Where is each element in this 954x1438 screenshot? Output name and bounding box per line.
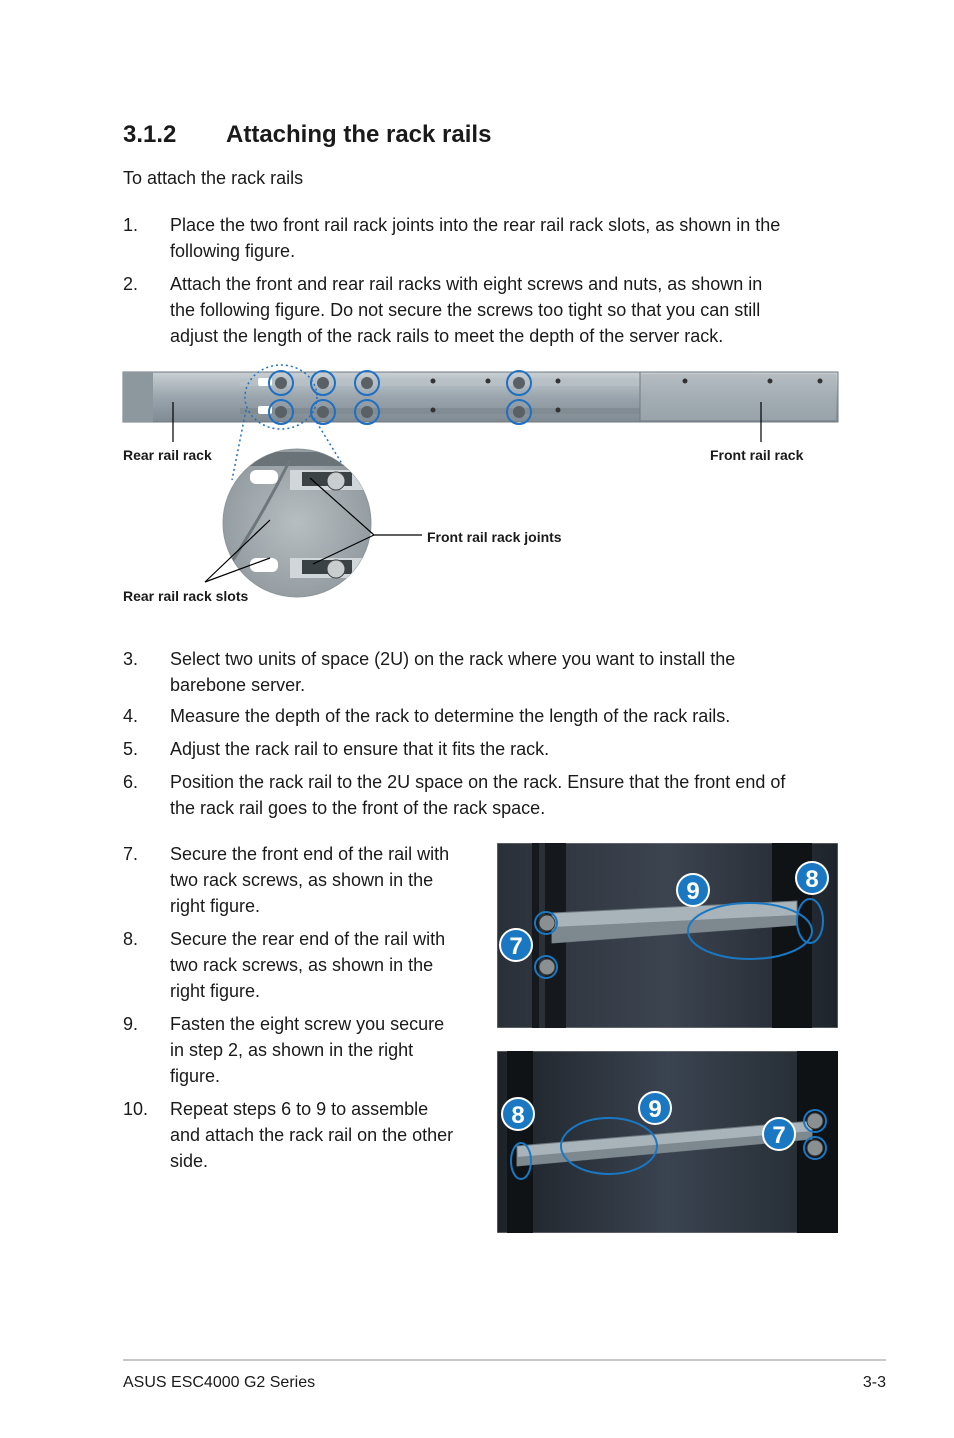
step-number: 3.: [123, 649, 139, 669]
step-4: [123, 703, 843, 731]
step-text: [170, 703, 730, 729]
step-text: [170, 1011, 444, 1089]
step-1: [123, 212, 843, 268]
step-5: [123, 736, 843, 764]
step-9: [123, 1011, 483, 1091]
step-line: side.: [170, 1151, 209, 1171]
step-number: 1.: [123, 215, 139, 235]
front-rail-rack-joints-label: Front rail rack joints: [427, 529, 562, 545]
step-number: 6.: [123, 772, 139, 792]
step-line: and attach the rack rail on the other: [170, 1125, 454, 1145]
step-7-badge: [763, 1118, 795, 1150]
step-number: 10.: [123, 1099, 149, 1119]
footer-title: ASUS ESC4000 G2 Series: [123, 1374, 316, 1391]
page-number: 3-3: [862, 1374, 886, 1391]
step-text: [170, 646, 735, 698]
step-number: 4.: [123, 706, 139, 726]
step-line: barebone server.: [170, 675, 306, 695]
step-text: [170, 926, 445, 1004]
step-number: 8.: [123, 929, 139, 949]
step-3: [123, 646, 843, 702]
intro-text: To attach the rack rails: [123, 168, 304, 188]
step-2: [123, 271, 843, 351]
badge-number: 8: [511, 1102, 525, 1129]
step-line: two rack screws, as shown in the: [170, 955, 434, 975]
step-10: [123, 1096, 488, 1176]
step-line: Measure the depth of the rack to determine the length of the rack rails.: [170, 706, 731, 726]
section-heading: [123, 121, 491, 149]
step-line: the following figure. Do not secure the screws too tight so that you can still: [170, 300, 761, 320]
badge-number: 9: [648, 1096, 662, 1123]
step-text: [170, 1096, 453, 1174]
step-line: following figure.: [170, 241, 296, 261]
rear-rail-install-photo: [497, 1051, 838, 1233]
step-text: [170, 736, 549, 762]
step-8: [123, 926, 483, 1006]
step-line: Attach the front and rear rail racks with eight screws and nuts, as shown in: [170, 274, 763, 294]
step-line: Fasten the eight screw you secure: [170, 1014, 445, 1034]
step-line: Repeat steps 6 to 9 to assemble: [170, 1099, 429, 1119]
front-rail-install-photo: [497, 843, 838, 1028]
zoom-detail-image: [220, 449, 390, 597]
step-9-badge: [639, 1092, 671, 1124]
step-line: Select two units of space (2U) on the rack where you want to install the: [170, 649, 736, 669]
step-text: [170, 841, 449, 919]
step-line: Adjust the rack rail to ensure that it fits the rack.: [170, 739, 550, 759]
rack-rail-figure: [120, 360, 842, 610]
section-number: 3.1.2: [123, 121, 177, 148]
rear-rail-rack-slots-label: Rear rail rack slots: [123, 588, 249, 604]
step-line: right figure.: [170, 896, 261, 916]
step-text: [170, 212, 780, 264]
step-9-badge: [677, 874, 709, 906]
step-number: 9.: [123, 1014, 139, 1034]
rail-image: [123, 372, 838, 422]
step-line: right figure.: [170, 981, 261, 1001]
step-text: [170, 271, 762, 349]
front-rail-rack-label: Front rail rack: [710, 447, 804, 463]
step-line: in step 2, as shown in the right: [170, 1040, 414, 1060]
step-number: 5.: [123, 739, 139, 759]
step-line: the rack rail goes to the front of the rack space.: [170, 798, 546, 818]
step-6: [123, 769, 848, 825]
step-number: 7.: [123, 844, 139, 864]
badge-number: 7: [509, 933, 523, 960]
step-line: Position the rack rail to the 2U space on the rack. Ensure that the front end of: [170, 772, 786, 792]
step-line: Place the two front rail rack joints into the rear rail rack slots, as shown in the: [170, 215, 781, 235]
step-8-badge: [796, 862, 828, 894]
step-line: two rack screws, as shown in the: [170, 870, 434, 890]
step-line: figure.: [170, 1066, 221, 1086]
step-text: [170, 769, 785, 821]
step-line: adjust the length of the rack rails to meet the depth of the server rack.: [170, 326, 724, 346]
badge-number: 9: [686, 878, 700, 905]
step-8-badge: [502, 1098, 534, 1130]
badge-number: 7: [772, 1122, 786, 1149]
step-7: [123, 841, 483, 921]
step-line: Secure the rear end of the rail with: [170, 929, 446, 949]
step-7-badge: [500, 929, 532, 961]
rear-rail-rack-label: Rear rail rack: [123, 447, 212, 463]
step-line: Secure the front end of the rail with: [170, 844, 450, 864]
section-title: Attaching the rack rails: [226, 121, 492, 148]
footer-divider: [123, 1359, 886, 1361]
badge-number: 8: [805, 866, 819, 893]
step-number: 2.: [123, 274, 139, 294]
